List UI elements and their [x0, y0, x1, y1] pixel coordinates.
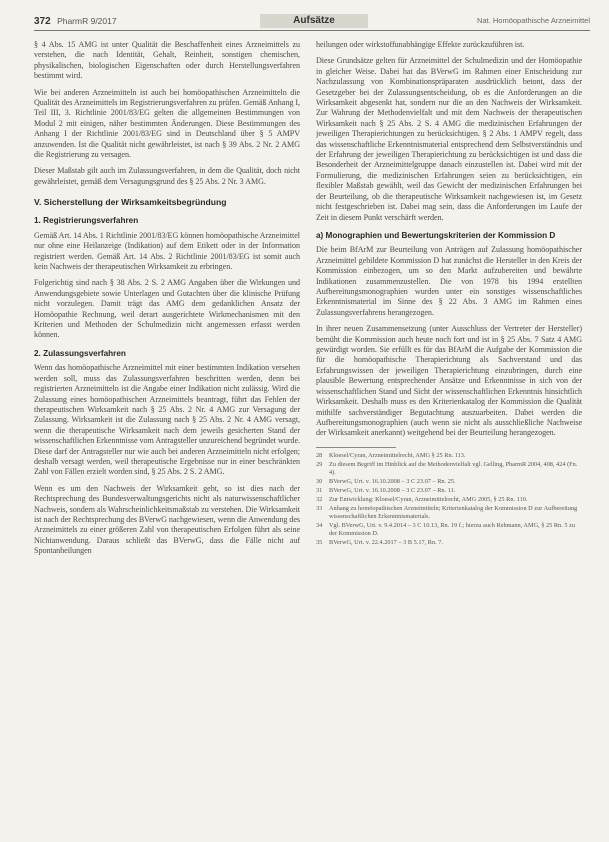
section-label: Aufsätze	[260, 14, 368, 28]
paragraph: Die beim BfArM zur Beurteilung von Anträgen auf Zulassung homöopathischer Arzneimittel gebildete Kommission D hat zunächst die Hersteller in den Kreis der Kommission einbezogen, um so den Markt aufzubereiten und bewährte Indikationen zusammenzustellen. Die von 1978 bis 1994 erstellten Aufbereitungsmonographien wurden unter ein sonstiges wissenschaftliches Erkenntnismaterial im Sinne des § 22 Abs. 3 AMG im Rahmen eines Zulassungsverfahrens herangezogen.	[316, 245, 582, 317]
footnote-text: Vgl. BVerwG, Urt. v. 9.4.2014 – 3 C 10.13, Rn. 19 f.; hierzu auch Rehmann, AMG, § 25 Rn. 5 zu der Kommission D.	[329, 521, 576, 537]
footnote	[316, 478, 582, 486]
footnote	[316, 452, 582, 460]
footnote-text: BVerwG, Urt. v. 22.4.2017 – 3 B 5.17, Rn. 7.	[329, 538, 443, 546]
footnote-number: 28	[316, 451, 323, 459]
footnote-number: 29	[316, 460, 323, 468]
paragraph: Folgerichtig sind nach § 38 Abs. 2 S. 2 AMG Angaben über die Wirkungen und Anwendungsgebiete sowie Unterlagen und Gutachten über die klinische Prüfung nicht vorzulegen. Damit trägt das AMG dem gedanklichen Ansatz der Homöopathie Rechnung, weil derart ausgerichtete Wirkmechanismen mit den Kriterien und Methoden der Schulmedizin nicht angemessen erfasst werden können.	[34, 278, 300, 340]
footnote-text: BVerwG, Urt. v. 16.10.2008 – 3 C 23.07 – Rn. 11.	[329, 486, 456, 494]
page-header	[34, 12, 590, 32]
footnote	[316, 505, 582, 521]
journal-name: PharmR 9/2017	[57, 16, 117, 26]
footnote-text: Kloesel/Cyran, Arzneimittelrecht, AMG § 25 Rn. 113.	[329, 451, 466, 459]
footnote-text: Zur Entwicklung: Kloesel/Cyran, Arzneimittelrecht, AMG 2005, § 25 Rn. 110.	[329, 495, 528, 503]
right-column	[316, 40, 582, 830]
footnote	[316, 461, 582, 477]
footnote-text: Anhang zu homöopathischen Arzneimitteln; Kriterienkatalog der Kommission D zur Aufbereitung wissenschaftlichen Erkenntnismaterials.	[329, 504, 578, 520]
running-title: Nat. Homöopathische Arzneimittel	[477, 16, 590, 25]
paragraph: Wenn das homöopathische Arzneimittel mit einer bestimmten Indikation versehen werden soll, muss das Zulassungsverfahren beschritten werden, denn bei registrierten Arzneimitteln ist die Angabe einer Indikation nicht zulässig. Wird die Zulassung eines homöopathischen Arzneimittels beantragt, führt das Fehlen der therapeutischen Wirksamkeit nach § 25 Abs. 2 Nr. 4 AMG zur Versagung der Zulassung. Wirksamkeit ist die Zulassung nach § 25 Abs. 2 Nr. 4 AMG versagt, wenn die therapeutische Wirksamkeit nach dem jeweils gesicherten Stand der wissenschaftlichen Erkenntnisse vom Antragsteller unzureichend begründet wurde. Diese darf der Antragsteller nur wie auch bei anderen Arzneimitteln nicht erfolgen; deshalb versagt werden, weil therapeutische Ergebnisse nur in einer beschränkten Zahl von Fällen erzielt worden sind, § 25 Abs. 2 S. 2 AMG.	[34, 363, 300, 477]
header-left	[34, 16, 117, 27]
footnote-number: 31	[316, 486, 323, 494]
header-rule	[34, 30, 590, 31]
section-heading: V. Sicherstellung der Wirksamkeitsbegründung	[34, 197, 227, 208]
footnote	[316, 487, 582, 495]
footnote-text: BVerwG, Urt. v. 16.10.2008 – 3 C 23.07 – Rn. 25.	[329, 477, 456, 485]
footnotes	[316, 452, 582, 547]
footnote	[316, 539, 582, 547]
footnote-number: 34	[316, 521, 323, 529]
paragraph: Gemäß Art. 14 Abs. 1 Richtlinie 2001/83/EG können homöopathische Arzneimittel nur ohne eine Heilanzeige (Indikation) auf dem Etikett oder in der Information registriert werden. Gemäß Art. 14 Abs. 2 Richtlinie 2001/83/EG ist somit auch kein Nachweis der therapeutischen Wirksamkeit zu erbringen.	[34, 230, 300, 271]
left-column	[34, 40, 300, 830]
subsection-heading: 2. Zulassungsverfahren	[34, 348, 126, 358]
footnote	[316, 496, 582, 504]
footnote-number: 33	[316, 504, 323, 512]
subsection-heading: 1. Registrierungsverfahren	[34, 216, 139, 226]
paragraph: Wie bei anderen Arzneimitteln ist auch bei homöopathischen Arzneimitteln die Qualität des Arzneimittels im Registrierungsverfahren zu prüfen. Gemäß Anhang I, Teil III, 3. Richtlinie 2001/83/EG gelten die allgemeinen Bestimmungen von Modul 2 mit einigen, näher bestimmten Änderungen. Diese Bestimmungen des Anhang I der Richtlinie 2001/83/EG sind in Deutschland über § 5 AMPV anzuwenden. Ist die Qualität nicht gewährleistet, ist nach § 39 Abs. 2 Nr. 2 AMG die Registrierung zu versagen.	[34, 87, 300, 160]
paragraph: Diese Grundsätze gelten für Arzneimittel der Schulmedizin und der Homöopathie in gleicher Weise. Dabei hat das BVerwG im Rahmen einer Entscheidung zur Nachzulassung von Kombinationspräparaten ausdrücklich betont, dass der Gesetzgeber bei der Zulassungsentscheidung, ob es die Anforderungen an die Wirksamkeit abgesenkt hat, sondern nur die an den Nachweis der Wirksamkeit. Zur Wahrung der Methodenvielfalt und mit dem Nachweis der therapeutischen Wirksamkeit nach § 25 Abs. 2 S. 4 AMG die medizinischen Erfahrungen der jeweiligen Therapierichtungen zu berücksichtigen. § 2 Abs. 1 AMPV regelt, dass das wissenschaftliche Erkenntnismaterial entsprechend dem Selbstverständnis und der Erfahrung der jeweiligen Therapierichtung zu berücksichtigen ist und dass die Besonderheit der Arzneimittelgruppe danach einzustellen ist. Dabei wird mit der Formulierung, die medizinischen Erfahrungen seien zu berücksichtigen, ein flexibler Maßstab gewählt, weil das Gewicht der medizinischen Erfahrungen bei der Beurteilung, ob die therapeutische Wirksamkeit nachgewiesen ist, im Gesetz nicht festgeschrieben ist. Dabei mag sein, dass die Anforderungen im Laufe der Zeit in diesem Punkt verschärft werden.	[316, 56, 582, 222]
footnote	[316, 522, 582, 538]
paragraph: Dieser Maßstab gilt auch im Zulassungsverfahren, in dem die Qualität, doch nicht gewährleistet, gemäß dem Versagungsgrund des § 25 Abs. 2 Nr. 3 AMG.	[34, 166, 300, 186]
footnote-rule	[316, 447, 396, 448]
page-number: 372	[34, 16, 51, 27]
footnote-number: 32	[316, 495, 323, 503]
footnote-text: Zu diesem Begriff im Hinblick auf die Methodenvielfalt vgl. Gelling, PharmR 2004, 408, 424 (Fn. 4).	[329, 460, 578, 476]
subsection-heading: a) Monographien und Bewertungskriterien der Kommission D	[316, 230, 556, 240]
paragraph: heilungen oder wirkstoffunabhängige Effekte zurückzuführen ist.	[316, 40, 525, 49]
paragraph: In ihrer neuen Zusammensetzung (unter Ausschluss der Vertreter der Hersteller) bemüht die Kommission auch heute noch fort und ist in § 25 Abs. 7 Satz 4 AMG gewürdigt worden. Sie erfüllt es für das BfArM die Aufgabe der Kommission die für die homöopathische Therapierichtung als Sachverstand und das Erfahrungswissen der jeweiligen Therapierichtung einzubringen, durch eine plausible Bewertung entsprechender Ansätze und Erkenntnisse in sich von der wissenschaftlichen Stand und Sicht der wissenschaftlichen Erkenntnis hinsichtlich Wirksamkeit. Deshalb muss es den Kriterienkatalog der Kommission die Qualität mithilfe sachverständiger Begutachtung auszuarbeiten. Dabei werden die Aufbereitungsmonographien (auch wenn sie nicht als ausschließliche Nachweise der Wirksamkeit anerkannt) weitgehend bei der Beurteilung herangezogen.	[316, 324, 582, 438]
paragraph: Wenn es um den Nachweis der Wirksamkeit geht, so ist dies nach der Rechtsprechung des Bundesverwaltungsgerichts nicht als naturwissenschaftlicher Nachweis, sondern als Wahrscheinlichkeitsmaßstab zu verstehen. Die Wirksamkeit ist nach der Rechtsprechung des BVerwG nachgewiesen, wenn die Anwendung des Arzneimittels zu einer größeren Zahl von therapeutischen Erfolgen führt als seine Nichtanwendung. Daraus schließt das BVerwG, dass die Fälle nicht auf Spontanheilungen	[34, 483, 300, 556]
paragraph: § 4 Abs. 15 AMG ist unter Qualität die Beschaffenheit eines Arzneimittels zu verstehen, die nach Identität, Gehalt, Reinheit, sonstigen chemischen, physikalischen, biologischen Eigenschaften oder durch Herstellungsverfahren bestimmt wird.	[34, 40, 300, 81]
footnote-number: 35	[316, 538, 323, 546]
footnote-number: 30	[316, 477, 323, 485]
